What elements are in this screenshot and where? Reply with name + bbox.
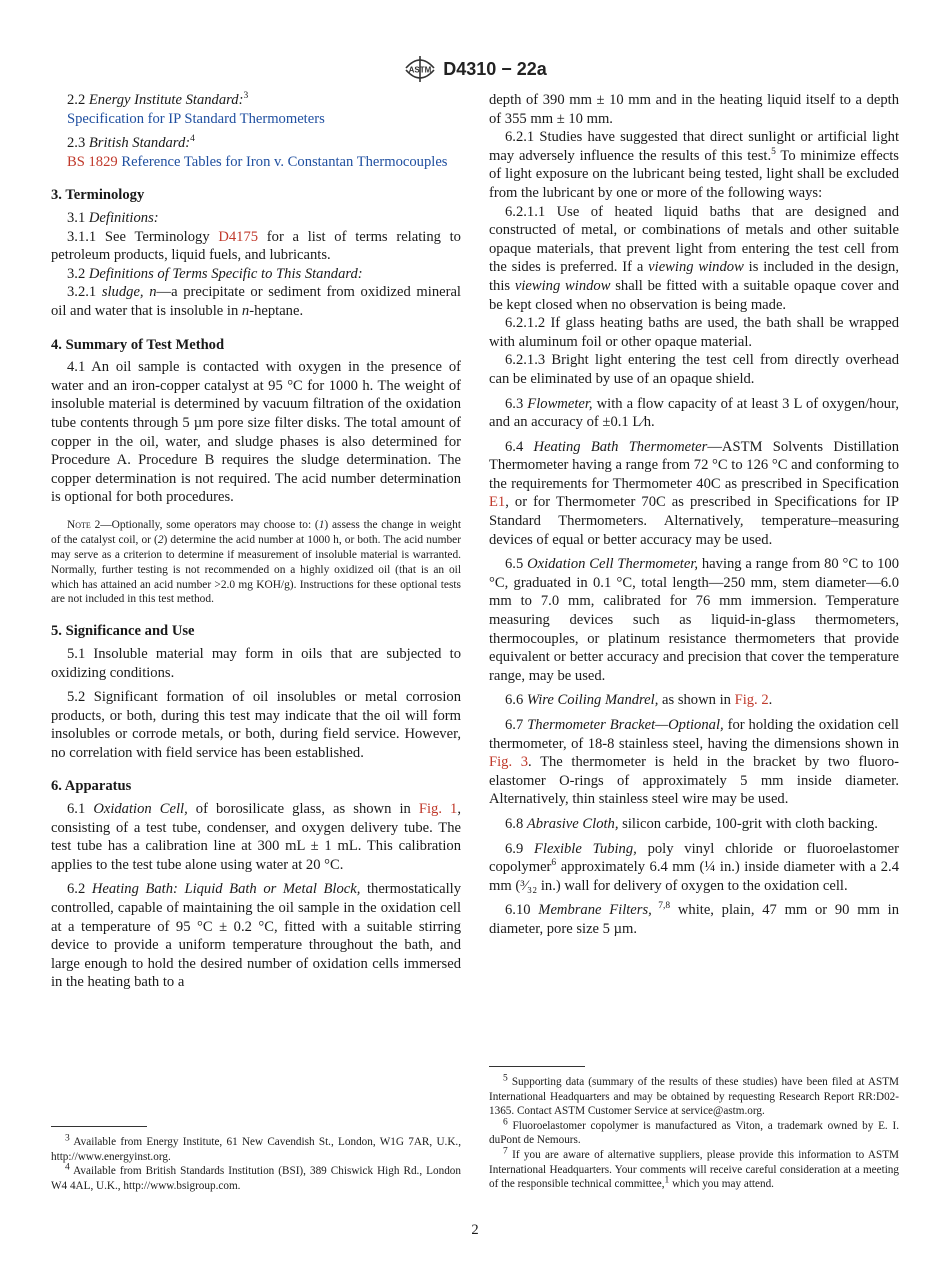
- section-3-heading: 3. Terminology: [51, 187, 145, 204]
- fig-3-link[interactable]: Fig. 3: [489, 754, 529, 771]
- section-5-1: 5.1 Insoluble material may form in oils that are subjected to oxidizing conditions.: [51, 645, 461, 681]
- footnote-6: $^6$ Fluoroelastomer copolymer is manufactured as Viton, a trademark owned by E. I. duPont de Nemours.: [489, 1117, 899, 1147]
- bs-1829-link[interactable]: BS 1829: [67, 153, 118, 170]
- footnote-4: $^4$ Available from British Standards Institution (BSI), 389 Chiswick High Rd., London W4 4AL, U.K., http://www.bsigroup.com.: [51, 1162, 461, 1192]
- footnote-rule: [51, 1126, 147, 1127]
- section-3-1-1: 3.1.1 See Terminology D4175 for a list of terms relating to petroleum products, liquid fuels, and lubricants.: [51, 228, 461, 264]
- section-3-1: 3.1 Definitions:: [67, 209, 159, 226]
- section-6-1: 6.1 Oxidation Cell, of borosilicate glass, as shown in Fig. 1, consisting of a test tube, condenser, and oxygen delivery tube. The test tube has a calibration line at 300 mL ± 1 mL. This calibration applies to the test tube alone using water at 20 °C.: [51, 801, 461, 873]
- section-6-6: 6.6 Wire Coiling Mandrel, as shown in Fig. 2.: [505, 692, 773, 709]
- section-6-3: 6.3 Flowmeter, with a flow capacity of at least 3 L of oxygen/hour, and an accuracy of ±0.1 L⁄h.: [489, 395, 899, 431]
- section-6-2: 6.2 Heating Bath: Liquid Bath or Metal Block, thermostatically controlled, capable of maintaining the oil sample in the oxidation cell at a temperature of 95 °C ± 0.2 °C, fitted with a suitable stirring device to provide a uniform temperature throughout the bath, and large enough to hold the desired number of oxidation cells immersed in the heating bath to a: [51, 881, 461, 991]
- page-number: 2: [471, 1222, 479, 1238]
- section-5-2: 5.2 Significant formation of oil insolubles or metal corrosion products, or both, during this test may indicate that the oil will form insolubles or corrode metals, or both, during field service. However, no correlation with field service has been established.: [51, 689, 461, 761]
- footnote-7: $^7$ If you are aware of alternative suppliers, please provide this information to ASTM International Headquarters. Your comments will receive careful consideration at a meeting of the responsible technical committee,$^1$ which you may attend.: [489, 1146, 899, 1191]
- note-2: Note 2—Optionally, some operators may choose to: (1) assess the change in weight of the catalyst coil, or (2) determine the acid number at 1000 h, or both. The acid number may serve as a criterion to determine if measurement of insoluble material is warranted. Normally, further testing is not recommended on a highly oxidized oil (that is an oil which has attained an acid number >2.0 mg KOH/g). Instructions for these optional tests are not included in this test method.: [51, 518, 461, 606]
- section-6-2-continued: depth of 390 mm ± 10 mm and in the heating liquid itself to a depth of 355 mm ± 10 mm.: [489, 92, 899, 127]
- right-column: [489, 91, 899, 939]
- section-2-3: 2.3 British Standard:$^4$: [67, 134, 195, 152]
- standard-designation: D4310 − 22a: [443, 58, 547, 79]
- section-6-2-1-1: 6.2.1.1 Use of heated liquid baths that are designed and constructed of metal, or combinations of metals and other suitable opaque materials, that prevent light from entering the test cell from the sides is preferred. If a viewing window is included in the design, this viewing window shall be fitted with a suitable opaque cover and be kept closed when no observation is being made.: [489, 203, 899, 313]
- fig-1-link[interactable]: Fig. 1: [418, 801, 458, 818]
- left-footnotes: [51, 1126, 461, 1193]
- section-6-10: 6.10 Membrane Filters, $^{7,8}$ white, plain, 47 mm or 90 mm in diameter, pore size 5 µm.: [489, 901, 900, 937]
- section-6-heading: 6. Apparatus: [51, 778, 132, 795]
- section-6-5: 6.5 Oxidation Cell Thermometer, having a range from 80 °C to 100 °C, graduated in 0.1 °C, total length—250 mm, stem diameter—6.0 mm to 7.0 mm, calibrated for 76 mm immersion. Temperature measuring devices such as liquid-in-glass thermometers, thermocouples, or platinum resistance thermometers that provide equivalent or better accuracy and precision that cover the temperature range, may be used.: [489, 556, 899, 684]
- fig-2-link[interactable]: Fig. 2: [734, 692, 769, 709]
- left-column: [51, 91, 461, 992]
- section-4-heading: 4. Summary of Test Method: [51, 336, 225, 353]
- section-2-2: 2.2 Energy Institute Standard:$^3$: [67, 91, 249, 108]
- d4175-link[interactable]: D4175: [218, 228, 259, 245]
- section-6-8: 6.8 Abrasive Cloth, silicon carbide, 100-grit with cloth backing.: [505, 815, 878, 832]
- section-6-2-1-3: 6.2.1.3 Bright light entering the test cell from directly overhead can be eliminated by use of an opaque shield.: [489, 352, 899, 387]
- section-3-2-1: 3.2.1 sludge, n—a precipitate or sediment from oxidized mineral oil and water that is insoluble in n-heptane.: [51, 284, 461, 319]
- page-header: [0, 54, 950, 84]
- e1-link[interactable]: E1: [489, 494, 506, 511]
- ip-thermometer-spec-link[interactable]: Specification for IP Standard Thermometers: [67, 110, 325, 127]
- section-5-heading: 5. Significance and Use: [51, 623, 195, 640]
- section-6-4: 6.4 Heating Bath Thermometer—ASTM Solvents Distillation Thermometer having a range from 72 °C to 126 °C and conforming to the requirements for Thermometer 40C as prescribed in Specification E1, or for Thermometer 70C as prescribed in Specifications for IP Standard Thermometers. Alternatively, temperature–measuring devices of equal or better accuracy may be used.: [489, 438, 899, 548]
- section-6-9: 6.9 Flexible Tubing, poly vinyl chloride or fluoroelastomer copolymer$^6$ approximately 6.4 mm (¼ in.) inside diameter with a 2.4 mm (³⁄₃₂ in.) wall for delivery of oxygen to the oxidation cell.: [489, 840, 899, 894]
- bs-1829-reference: BS 1829 Reference Tables for Iron v. Constantan Thermocouples: [67, 153, 448, 170]
- right-footnotes: [489, 1066, 899, 1192]
- footnote-rule: [489, 1066, 585, 1067]
- section-3-2: 3.2 Definitions of Terms Specific to This Standard:: [67, 265, 363, 282]
- section-4-1: 4.1 An oil sample is contacted with oxygen in the presence of water and an iron-copper catalyst at 95 °C for 1000 h. The weight of insoluble material is determined by vacuum filtration of the oxidation tube contents through 5 µm pore size filter disks. The total amount of copper in the oil, water, and sludge phases is also determined for Procedure A. Procedure B requires the sludge determination. The copper determination is not required. The acid number determination is optional for both procedures.: [51, 359, 461, 506]
- astm-logo-icon: [403, 54, 437, 84]
- svg-text:ASTM: ASTM: [408, 65, 432, 75]
- footnote-5: $^5$ Supporting data (summary of the results of these studies) have been filed at ASTM International Headquarters and may be obtained by requesting Research Report RR:D02-1365. Contact ASTM Customer Service at service@astm.org.: [489, 1073, 899, 1118]
- section-6-2-1: 6.2.1 Studies have suggested that direct sunlight or artificial light may adversely influence the results of this test.$^5$ To minimize effects of light exposure on the lubricant being tested, light shall be excluded from the lubricant by one or more of the following ways:: [489, 129, 899, 201]
- footnote-3: $^3$ Available from Energy Institute, 61 New Cavendish St., London, W1G 7AR, U.K., http://www.energyinst.org.: [51, 1133, 461, 1163]
- section-6-2-1-2: 6.2.1.2 If glass heating baths are used, the bath shall be wrapped with aluminum foil or other opaque material.: [489, 315, 899, 350]
- section-6-7: 6.7 Thermometer Bracket—Optional, for holding the oxidation cell thermometer, of 18-8 stainless steel, having the dimensions shown in Fig. 3. The thermometer is held in the bracket by two fluoro-elastomer O-rings of approximately 5 mm inside diameter. Alternatively, thin stainless steel wire may be used.: [489, 717, 899, 808]
